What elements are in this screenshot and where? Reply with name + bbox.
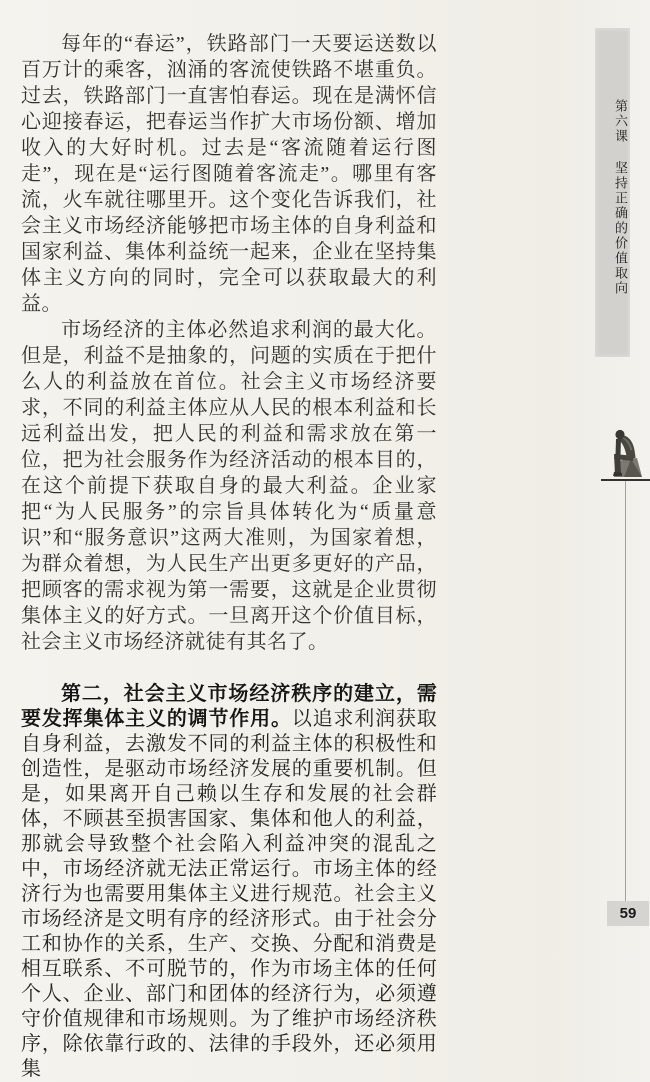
paragraph-bold-lead: 第二，社会主义市场经济秩序的建立，需要发挥集体主义的调节作用。 (21, 683, 437, 730)
chapter-sidebar-tab (595, 28, 630, 357)
paragraph-second-point (21, 682, 437, 1082)
thinker-statue-icon (602, 427, 648, 479)
paragraph-spring-festival-travel: 每年的“春运”，铁路部门一天要运送数以百万计的乘客，汹涌的客流使铁路不堪重负。过去，铁路部门一直害怕春运。现在是满怀信心迎接春运，把春运当作扩大市场份额、增加收入的大好时机。过去是“客流随着运行图走”，现在是“运行图随着客流走”。哪里有客流，火车就往哪里开。这个变化告诉我们，社会主义市场经济能够把市场主体的自身利益和国家利益、集体利益统一起来，企业在坚持集体主义方向的同时，完全可以获取最大的利益。 (21, 33, 437, 315)
page-number-badge (607, 901, 649, 926)
page-number: 59 (619, 905, 637, 922)
chapter-sidebar-text (595, 28, 630, 357)
chapter-title-label: 坚持正确的价值取向 (613, 161, 628, 296)
paragraph-body-text: 以追求利润获取自身利益，去激发不同的利益主体的积极性和创造性，是驱动市场经济发展的重要机制。但是，如果离开自己赖以生存和发展的社会群体，不顾甚至损害国家、集体和他人的利益，那就会导致整个社会陷入利益冲突的混乱之中，市场经济就无法正常运行。市场主体的经济行为也需要用集体主义进行规范。社会主义市场经济是文明有序的经济形式。由于社会分工和协作的关系，生产、交换、分配和消费是相互联系、不可脱节的，作为市场主体的任何个人、企业、部门和团体的经济行为，必须遵守价值规律和市场规则。为了维护市场经济秩序，除依靠行政的、法律的手段外，还必须用集 (21, 708, 437, 1080)
chapter-lesson-label: 第六课 (613, 99, 628, 144)
text-column (21, 31, 437, 1082)
paragraph-market-economy-profit: 市场经济的主体必然追求利润的最大化。但是，利益不是抽象的，问题的实质在于把什么人的利益放在首位。社会主义市场经济要求，不同的利益主体应从人民的根本利益和长远利益出发，把人民的利益和需求放在第一位，把为社会服务作为经济活动的根本目的，在这个前提下获取自身的最大利益。企业家把“为人民服务”的宗旨具体转化为“质量意识”和“服务意识”这两大准则，为国家着想，为群众着想，为人民生产出更多更好的产品，把顾客的需求视为第一需要，这就是企业贯彻集体主义的好方式。一旦离开这个价值目标，社会主义市场经济就徒有其名了。 (21, 319, 437, 653)
margin-vertical-rule (625, 481, 626, 901)
